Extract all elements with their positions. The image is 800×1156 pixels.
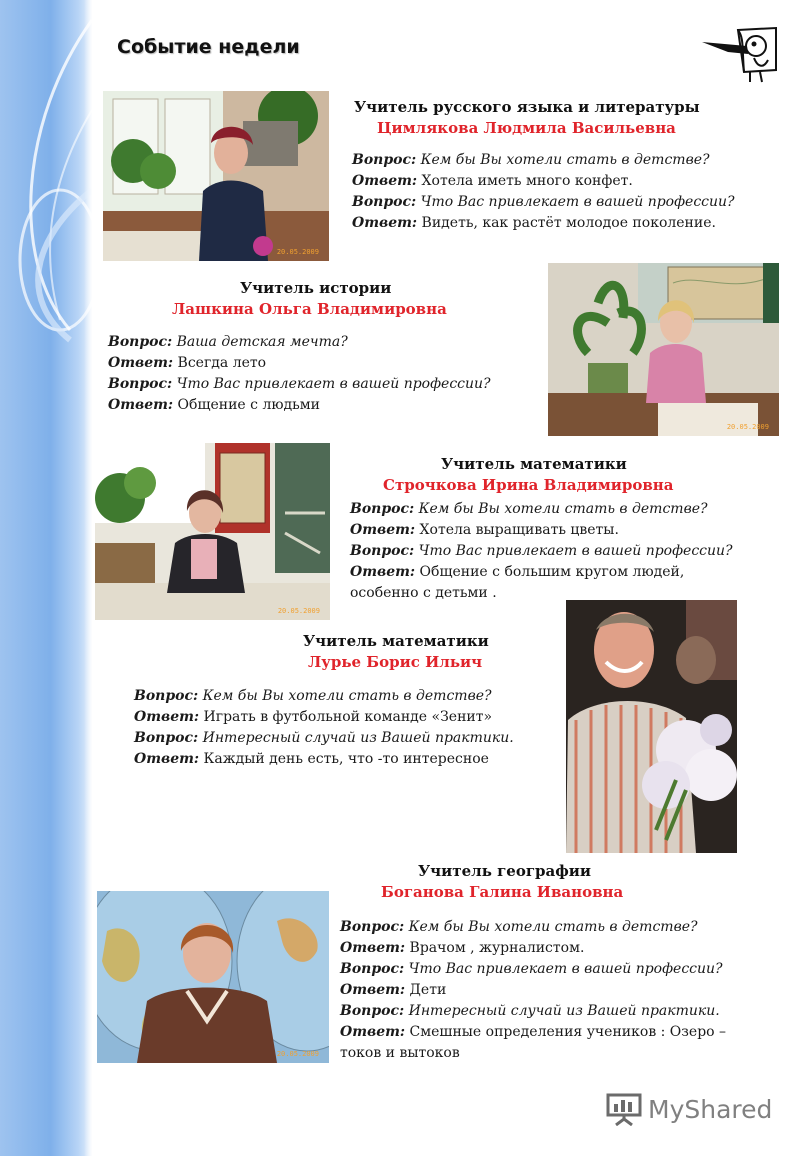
teacher-photo: [95, 443, 330, 620]
qa-line: Ответ: Хотела иметь много конфет.: [352, 173, 633, 189]
qa-line: Вопрос: Кем бы Вы хотели стать в детстве?: [134, 688, 492, 704]
teacher-role: Учитель математики: [303, 632, 489, 650]
teacher-role: Учитель географии: [418, 862, 592, 880]
qa-list: [134, 686, 564, 770]
teacher-card: [108, 278, 543, 416]
qa-line: Вопрос: Что Вас привлекает в вашей профессии?: [352, 194, 735, 210]
photo-date: 20.05.2009: [276, 248, 319, 256]
teacher-role: Учитель русского языка и литературы: [354, 98, 700, 116]
qa-line: Вопрос: Кем бы Вы хотели стать в детстве?: [350, 501, 708, 517]
qa-line: Вопрос: Интересный случай из Вашей практики.: [134, 730, 514, 746]
qa-line: Вопрос: Что Вас привлекает в вашей профессии?: [108, 376, 491, 392]
teacher-photo: [103, 91, 329, 261]
photo-date: 20.05.2009: [277, 607, 320, 615]
qa-line: Ответ: Играть в футбольной команде «Зенит»: [134, 709, 493, 725]
qa-line: Ответ: Хотела выращивать цветы.: [350, 522, 619, 538]
decorative-side-band: [0, 0, 92, 1156]
qa-line: Ответ: Дети: [340, 982, 447, 998]
qa-line: Ответ: Смешные определения учеников : Озеро –: [340, 1024, 727, 1040]
teacher-card: [350, 454, 790, 604]
qa-list: [340, 917, 785, 1064]
teacher-name: Боганова Галина Ивановна: [381, 883, 624, 901]
qa-line: токов и вытоков: [340, 1045, 460, 1061]
teacher-name: Строчкова Ирина Владимировна: [383, 476, 674, 494]
qa-list: [350, 499, 790, 604]
qa-line: Вопрос: Ваша детская мечта?: [108, 334, 348, 350]
qa-list: [108, 332, 543, 416]
presentation-board-icon: [606, 1092, 642, 1126]
decorative-swirl: [0, 0, 92, 1156]
teacher-name: Лашкина Ольга Владимировна: [172, 300, 447, 318]
qa-line: Вопрос: Что Вас привлекает в вашей профессии?: [350, 543, 733, 559]
teacher-role: Учитель математики: [441, 455, 627, 473]
photo-date: 20.05.2009: [276, 1050, 319, 1058]
pelican-flag-icon: [698, 24, 778, 84]
qa-line: Ответ: Врачом , журналистом.: [340, 940, 585, 956]
teacher-role: Учитель истории: [240, 279, 392, 297]
qa-line: Ответ: Всегда лето: [108, 355, 267, 371]
teacher-card: [340, 861, 785, 1064]
teacher-photo: [548, 263, 779, 436]
qa-line: особенно с детьми .: [350, 585, 497, 601]
teacher-photo: [566, 600, 737, 853]
teacher-card: [352, 97, 792, 234]
page-title: Событие недели: [117, 36, 300, 58]
qa-line: Ответ: Видеть, как растёт молодое поколение.: [352, 215, 716, 231]
qa-line: Вопрос: Что Вас привлекает в вашей профессии?: [340, 961, 723, 977]
teacher-name: Цимлякова Людмила Васильевна: [377, 119, 676, 137]
teacher-card: [134, 631, 564, 770]
brand-name: MyShared: [648, 1094, 773, 1124]
myshared-watermark: [606, 1092, 772, 1126]
qa-line: Вопрос: Интересный случай из Вашей практики.: [340, 1003, 720, 1019]
teacher-name: Лурье Борис Ильич: [308, 653, 483, 671]
qa-line: Вопрос: Кем бы Вы хотели стать в детстве?: [340, 919, 698, 935]
qa-line: Вопрос: Кем бы Вы хотели стать в детстве?: [352, 152, 710, 168]
qa-line: Ответ: Общение с людьми: [108, 397, 320, 413]
qa-line: Ответ: Каждый день есть, что -то интересное: [134, 751, 489, 767]
qa-list: [352, 150, 792, 234]
teacher-photo: [97, 891, 329, 1063]
photo-date: 20.05.2009: [726, 423, 769, 431]
qa-line: Ответ: Общение с большим кругом людей,: [350, 564, 685, 580]
